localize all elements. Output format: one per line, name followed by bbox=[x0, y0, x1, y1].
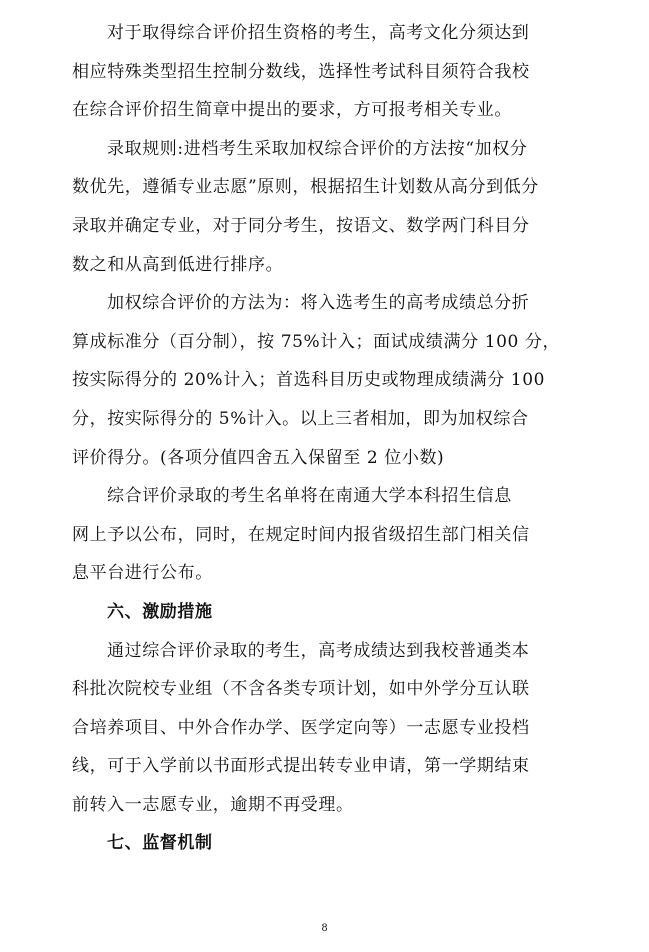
paragraph-major-transfer bbox=[72, 632, 592, 825]
paragraph-line: 息平台进行公布。 bbox=[72, 563, 213, 584]
page-number: 8 bbox=[321, 923, 328, 934]
paragraph-line: 科批次院校专业组（不含各类专项计划，如中外学分互认联 bbox=[72, 679, 530, 700]
paragraph-line: 按实际得分的 20%计入；首选科目历史或物理成绩满分 100 bbox=[72, 370, 546, 391]
paragraph-publication bbox=[72, 477, 592, 593]
paragraph-line: 线，可于入学前以书面形式提出转专业申请，第一学期结束 bbox=[72, 756, 530, 777]
paragraph-line: 网上予以公布，同时，在规定时间内报省级招生部门相关信 bbox=[72, 524, 530, 545]
paragraph-line: 在综合评价招生简章中提出的要求，方可报考相关专业。 bbox=[72, 100, 512, 121]
paragraph-line: 对于取得综合评价招生资格的考生，高考文化分须达到 bbox=[107, 23, 530, 43]
paragraph-eligibility bbox=[72, 14, 592, 130]
paragraph-line: 合培养项目、中外合作办学、医学定向等）一志愿专业投档 bbox=[72, 717, 530, 738]
paragraph-line: 数之和从高到低进行排序。 bbox=[72, 254, 284, 275]
paragraph-line: 分，按实际得分的 5%计入。以上三者相加，即为加权综合 bbox=[72, 408, 529, 429]
paragraph-line: 综合评价录取的考生名单将在南通大学本科招生信息 bbox=[107, 486, 512, 507]
paragraph-line: 算成标准分（百分制），按 75%计入；面试成绩满分 100 分， bbox=[72, 331, 561, 352]
paragraph-line: 加权综合评价的方法为：将入选考生的高考成绩总分折 bbox=[107, 293, 530, 314]
paragraph-line: 评价得分。(各项分值四舍五入保留至 2 位小数) bbox=[72, 447, 445, 468]
paragraph-line: 数优先，遵循专业志愿”原则，根据招生计划数从高分到低分 bbox=[72, 177, 539, 198]
paragraph-line: 录取规则:进档考生采取加权综合评价的方法按“加权分 bbox=[107, 138, 528, 159]
paragraph-line: 相应特殊类型招生控制分数线，选择性考试科目须符合我校 bbox=[72, 61, 530, 82]
paragraph-admission-rules bbox=[72, 130, 592, 284]
paragraph-line: 通过综合评价录取的考生，高考成绩达到我校普通类本 bbox=[107, 640, 530, 661]
paragraph-weighted-method bbox=[72, 284, 592, 477]
section-heading-incentives: 六、激励措施 bbox=[107, 601, 213, 622]
document-body bbox=[72, 14, 592, 863]
section-heading-supervision: 七、监督机制 bbox=[107, 833, 213, 854]
paragraph-line: 录取并确定专业，对于同分考生，按语文、数学两门科目分 bbox=[72, 215, 530, 236]
paragraph-line: 前转入一志愿专业，逾期不再受理。 bbox=[72, 794, 354, 815]
